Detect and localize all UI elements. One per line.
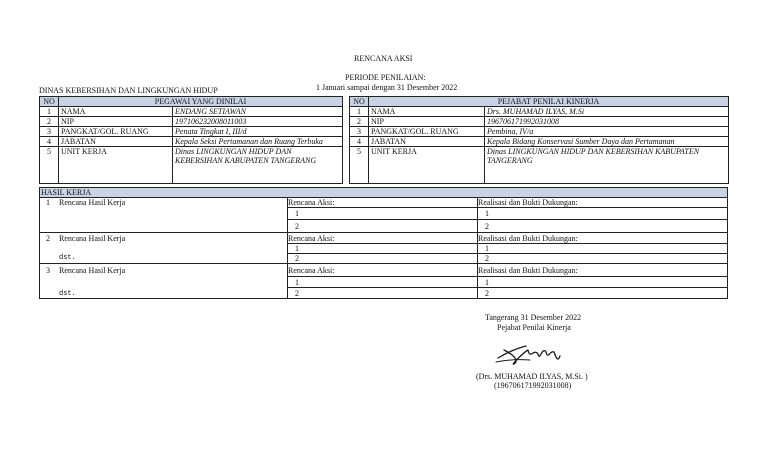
instansi-name: DINAS KEBERSIHAN DAN LINGKUNGAN HIDUP bbox=[39, 86, 218, 95]
rencana-aksi-label: Rencana Aksi: bbox=[288, 198, 335, 207]
pejabat-nip: 196706171992031008 bbox=[485, 117, 729, 127]
group-divider bbox=[40, 232, 728, 233]
row-no: 1 bbox=[350, 107, 369, 117]
realisasi-item: 1 bbox=[485, 278, 489, 287]
row-divider bbox=[287, 253, 728, 254]
realisasi-label: Realisasi dan Bukti Dukungan: bbox=[478, 234, 578, 243]
row-label: UNIT KERJA bbox=[59, 147, 173, 184]
aksi-item: 2 bbox=[295, 254, 299, 263]
row-label: NAMA bbox=[369, 107, 485, 117]
pegawai-header: PEGAWAI YANG DINILAI bbox=[59, 97, 343, 107]
group-label: Rencana Hasil Kerja bbox=[59, 266, 126, 275]
row-no: 5 bbox=[40, 147, 59, 184]
handwritten-signature bbox=[494, 338, 566, 370]
row-label: PANGKAT/GOL. RUANG bbox=[59, 127, 173, 137]
col-no-left: NO bbox=[40, 97, 59, 107]
dst-text: dst. bbox=[59, 290, 76, 298]
row-no: 4 bbox=[40, 137, 59, 147]
column-divider bbox=[477, 197, 478, 299]
signature-nip: (196706171992031008) bbox=[494, 381, 572, 390]
aksi-item: 2 bbox=[295, 289, 299, 298]
row-no: 2 bbox=[40, 117, 59, 127]
pejabat-header: PEJABAT PENILAI KINERJA bbox=[369, 97, 729, 107]
pegawai-nip: 197106232008011003 bbox=[173, 117, 343, 127]
group-no: 2 bbox=[46, 234, 50, 243]
table-gap bbox=[343, 117, 350, 127]
table-gap bbox=[343, 97, 350, 107]
row-label: NIP bbox=[369, 117, 485, 127]
hasil-kerja-header: HASIL KERJA bbox=[40, 188, 727, 198]
identity-row-pangkat bbox=[40, 127, 729, 137]
signature-name: (Drs. MUHAMAD ILYAS, M.Si. ) bbox=[476, 372, 588, 381]
row-label: NAMA bbox=[59, 107, 173, 117]
realisasi-item: 1 bbox=[485, 244, 489, 253]
table-gap bbox=[343, 137, 350, 147]
aksi-item: 1 bbox=[295, 244, 299, 253]
row-no: 1 bbox=[40, 107, 59, 117]
group-label: Rencana Hasil Kerja bbox=[59, 234, 126, 243]
pegawai-jabatan: Kepala Seksi Pertamanan dan Ruang Terbuka bbox=[173, 137, 343, 147]
row-label: UNIT KERJA bbox=[369, 147, 485, 184]
dst-text: dst. bbox=[59, 254, 76, 262]
group-divider bbox=[40, 263, 728, 264]
realisasi-label: Realisasi dan Bukti Dukungan: bbox=[478, 266, 578, 275]
row-label: NIP bbox=[59, 117, 173, 127]
row-no: 3 bbox=[40, 127, 59, 137]
realisasi-item: 2 bbox=[485, 289, 489, 298]
pejabat-jabatan: Kepala Bidang Konservasi Sumber Daya dan Pertamanan bbox=[485, 137, 729, 147]
rencana-aksi-label: Rencana Aksi: bbox=[288, 234, 335, 243]
pegawai-unit-kerja: Dinas LINGKUNGAN HIDUP DAN KEBERSIHAN KABUPATEN TANGERANG bbox=[173, 147, 343, 184]
row-label: PANGKAT/GOL. RUANG bbox=[369, 127, 485, 137]
column-divider bbox=[287, 197, 288, 299]
group-no: 1 bbox=[46, 198, 50, 207]
col-no-right: NO bbox=[350, 97, 369, 107]
group-label: Rencana Hasil Kerja bbox=[59, 198, 126, 207]
row-no: 2 bbox=[350, 117, 369, 127]
row-no: 5 bbox=[350, 147, 369, 184]
pegawai-nama: ENDANG SETIAWAN bbox=[173, 107, 343, 117]
document-title: RENCANA AKSI bbox=[354, 54, 413, 63]
realisasi-label: Realisasi dan Bukti Dukungan: bbox=[478, 198, 578, 207]
identity-row-nip bbox=[40, 117, 729, 127]
signature-place-date: Tangerang 31 Desember 2022 bbox=[485, 313, 582, 322]
identity-table bbox=[39, 96, 729, 184]
realisasi-item: 2 bbox=[485, 254, 489, 263]
row-no: 4 bbox=[350, 137, 369, 147]
row-divider bbox=[287, 287, 728, 288]
identity-row-unit bbox=[40, 147, 729, 184]
table-gap bbox=[343, 127, 350, 137]
pejabat-unit-kerja: Dinas LINGKUNGAN HIDUP DAN KEBERSIHAN KABUPATEN TANGERANG bbox=[485, 147, 729, 184]
group-no: 3 bbox=[46, 266, 50, 275]
row-divider bbox=[287, 219, 728, 220]
aksi-item: 1 bbox=[295, 209, 299, 218]
pejabat-pangkat: Pembina, IV/a bbox=[485, 127, 729, 137]
pejabat-nama: Drs. MUHAMAD ILYAS, M.Si bbox=[485, 107, 729, 117]
row-no: 3 bbox=[350, 127, 369, 137]
aksi-item: 2 bbox=[295, 222, 299, 231]
pegawai-pangkat: Penata Tingkat I, III/d bbox=[173, 127, 343, 137]
row-divider bbox=[287, 243, 728, 244]
identity-row-nama bbox=[40, 107, 729, 117]
periode-value: 1 Januari sampai dengan 31 Desember 2022 bbox=[316, 83, 458, 92]
row-divider bbox=[287, 276, 728, 277]
identity-row-jabatan bbox=[40, 137, 729, 147]
rencana-aksi-label: Rencana Aksi: bbox=[288, 266, 335, 275]
row-label: JABATAN bbox=[59, 137, 173, 147]
aksi-item: 1 bbox=[295, 278, 299, 287]
realisasi-item: 2 bbox=[485, 222, 489, 231]
realisasi-item: 1 bbox=[485, 209, 489, 218]
table-gap bbox=[343, 147, 350, 184]
hasil-kerja-table bbox=[39, 187, 728, 299]
row-label: JABATAN bbox=[369, 137, 485, 147]
row-divider bbox=[287, 207, 728, 208]
identity-header-row bbox=[40, 97, 729, 107]
periode-label: PERIODE PENILAIAN: bbox=[345, 73, 426, 82]
signature-role: Pejabat Penilai Kinerja bbox=[497, 323, 571, 332]
table-gap bbox=[343, 107, 350, 117]
